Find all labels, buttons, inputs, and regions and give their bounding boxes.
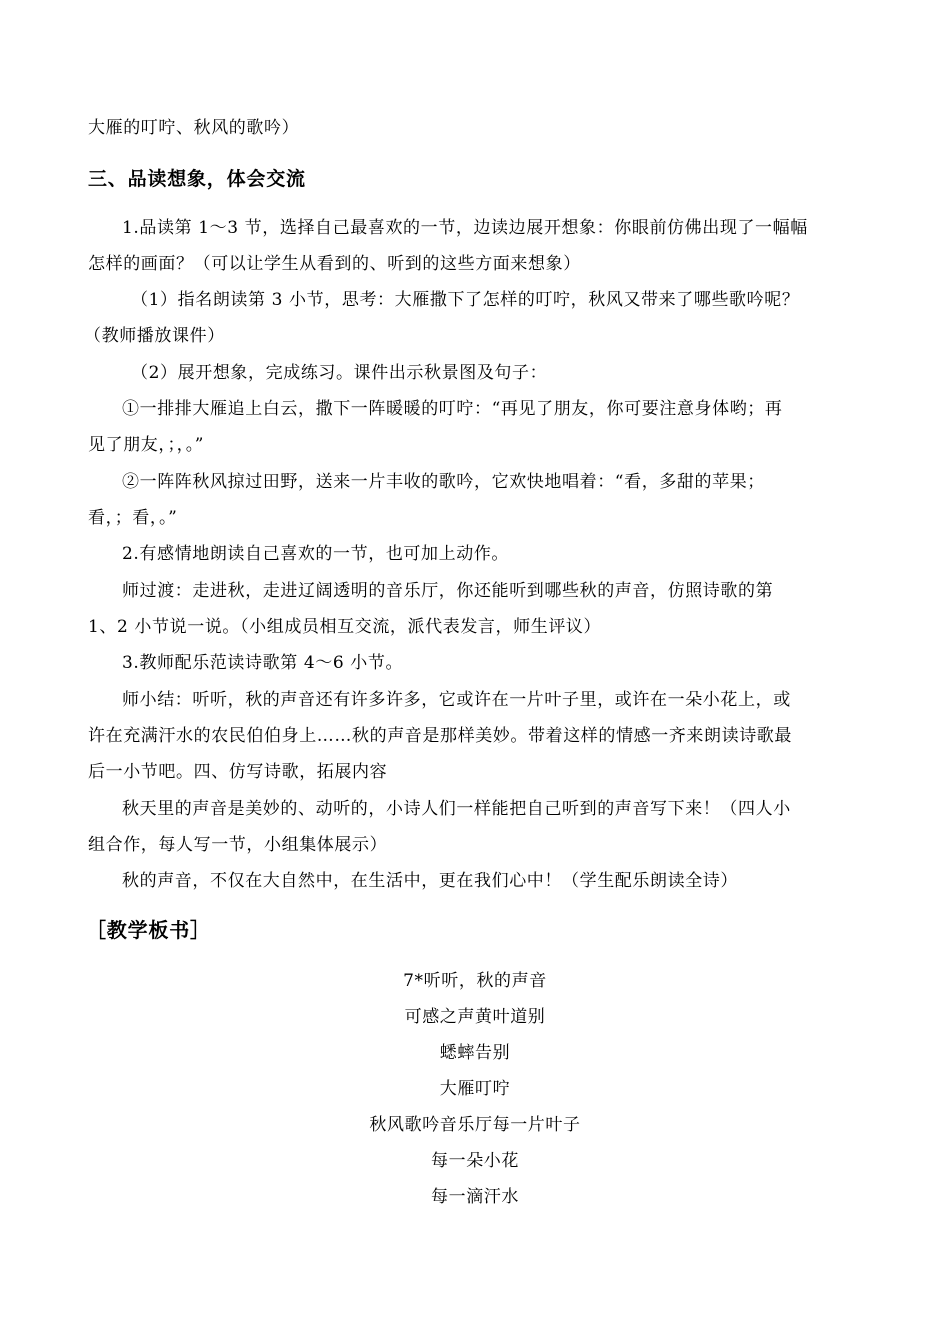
paragraph-line: ②一阵阵秋风掠过田野，送来一片丰收的歌吟，它欢快地唱着：“看，多甜的苹果； <box>122 472 765 492</box>
paragraph-line: （1）指名朗读第 3 小节，思考：大雁撒下了怎样的叮咛，秋风又带来了哪些歌吟呢？ <box>131 290 800 310</box>
paragraph-line: 1.品读第 1～3 节，选择自己最喜欢的一节，边读边展开想象：你眼前仿佛出现了一幅幅 <box>122 218 808 238</box>
paragraph-line: 大雁的叮咛、秋风的歌吟） <box>88 118 300 138</box>
paragraph-line: 师小结：听听，秋的声音还有许多许多，它或许在一片叶子里，或许在一朵小花上，或 <box>122 690 791 710</box>
paragraph-line: 见了朋友，；，。” <box>88 435 205 455</box>
board-heading: ［教学板书］ <box>86 918 211 942</box>
board-title: 7*听听，秋的声音 <box>403 971 547 991</box>
board-line: 每一朵小花 <box>431 1151 519 1171</box>
section-heading: 三、品读想象，体会交流 <box>88 168 306 190</box>
paragraph-line: 组合作，每人写一节，小组集体展示） <box>88 835 388 855</box>
paragraph-line: 看，；看，。” <box>88 508 178 528</box>
paragraph-line: 秋的声音，不仅在大自然中，在生活中，更在我们心中！（学生配乐朗读全诗） <box>122 871 738 891</box>
paragraph-line: 师过渡：走进秋，走进辽阔透明的音乐厅，你还能听到哪些秋的声音，仿照诗歌的第 <box>122 581 774 601</box>
paragraph-line: 怎样的画面？（可以让学生从看到的、听到的这些方面来想象） <box>88 254 581 274</box>
paragraph-line: 后一小节吧。四、仿写诗歌，拓展内容 <box>88 762 388 782</box>
paragraph-line: 2.有感情地朗读自己喜欢的一节，也可加上动作。 <box>122 544 510 564</box>
board-line: 大雁叮咛 <box>439 1079 511 1099</box>
paragraph-line: 3.教师配乐范读诗歌第 4～6 小节。 <box>122 653 404 673</box>
paragraph-line: 秋天里的声音是美妙的、动听的，小诗人们一样能把自己听到的声音写下来！（四人小 <box>122 799 791 819</box>
paragraph-line: （教师播放课件） <box>84 326 225 346</box>
board-line: 可感之声黄叶道别 <box>404 1007 546 1027</box>
board-line: 蟋蟀告别 <box>439 1043 511 1063</box>
board-line: 每一滴汗水 <box>431 1187 519 1207</box>
paragraph-line: 1、2 小节说一说。（小组成员相互交流，派代表发言，师生评议） <box>88 617 602 637</box>
paragraph-line: ①一排排大雁追上白云，撒下一阵暖暖的叮咛：“再见了朋友，你可要注意身体哟；再 <box>122 399 783 419</box>
paragraph-line: 许在充满汗水的农民伯伯身上……秋的声音是那样美妙。带着这样的情感一齐来朗读诗歌最 <box>88 726 792 746</box>
board-line: 秋风歌吟音乐厅每一片叶子 <box>369 1115 581 1135</box>
paragraph-line: （2）展开想象，完成练习。课件出示秋景图及句子： <box>131 363 548 383</box>
